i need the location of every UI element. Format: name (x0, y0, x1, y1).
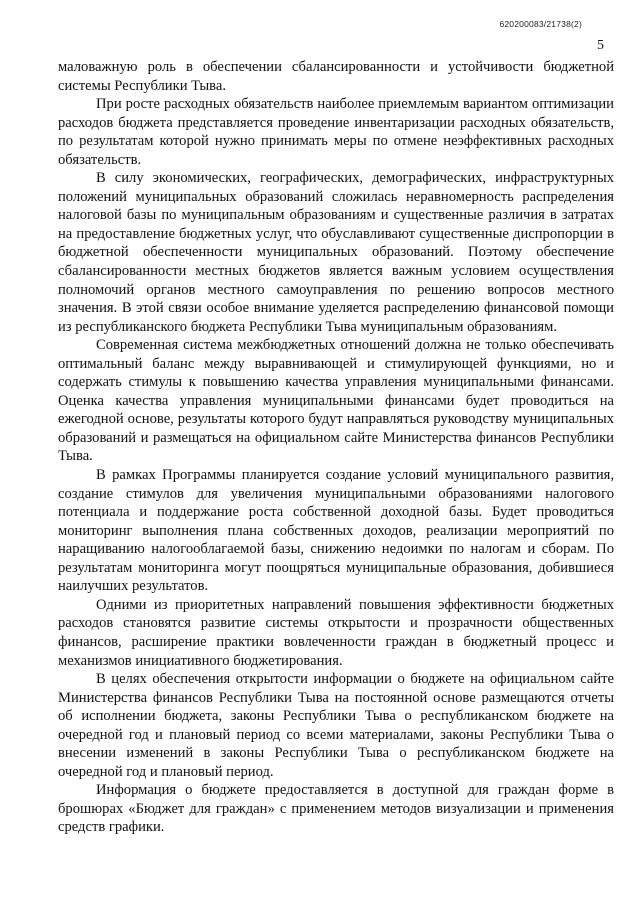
paragraph-8: Информация о бюджете предоставляется в доступной для граждан форме в брошюрах «Бюджет для граждан» с применением методов визуализации и применения средств графики. (58, 782, 614, 836)
page-number: 5 (597, 38, 604, 53)
paragraph-1-continued: маловажную роль в обеспечении сбалансированности и устойчивости бюджетной системы Республики Тыва. (58, 59, 614, 94)
paragraph-4: Современная система межбюджетных отношений должна не только обеспечивать оптимальный баланс между выравнивающей и стимулирующей функциями, но и содержать стимулы к повышению качества управления муниципальными финансами. Оценка качества управления муниципальными финансами будет проводиться на ежегодной основе, результаты которого будут направляться руководству муниципальных образований и размещаться на официальном сайте Министерства финансов Республики Тыва. (58, 337, 614, 465)
paragraph-2: При росте расходных обязательств наиболее приемлемым вариантом оптимизации расходов бюджета представляется проведение инвентаризации расходных обязательств, по результатам которой нужно принимать меры по отмене неэффективных расходных обязательств. (58, 96, 614, 168)
document-body (58, 58, 614, 837)
paragraph-5: В рамках Программы планируется создание условий муниципального развития, создание стимулов для увеличения муниципальными образованиями налогового потенциала и поддержание роста собственной доходной базы. Будет проводиться мониторинг выполнения плана собственных доходов, реализации мероприятий по наращиванию налогооблагаемой базы, снижению недоимки по налогам и сборам. По результатам мониторинга могут поощряться муниципальные образования, добившиеся наилучших результатов. (58, 467, 614, 595)
document-code: 620200083/21738(2) (499, 19, 582, 29)
paragraph-6: Одними из приоритетных направлений повышения эффективности бюджетных расходов становятся развитие системы открытости и прозрачности общественных финансов, расширение практики вовлеченности граждан в бюджетный процесс и механизмов инициативного бюджетирования. (58, 596, 614, 669)
paragraph-7: В целях обеспечения открытости информации о бюджете на официальном сайте Министерства финансов Республики Тыва на постоянной основе размещаются отчеты об исполнении бюджета, законы Республики Тыва о республиканском бюджете на очередной год и плановый период со всеми материалами, законы Республики Тыва о внесении изменений в законы Республики Тыва о республиканском бюджете на очередной год и плановый период. (58, 671, 614, 780)
paragraph-3: В силу экономических, географических, демографических, инфраструктурных положений муниципальных образований сложилась неравномерность распределения налоговой базы по муниципальным образованиям и существенные различия в затратах на предоставление бюджетных услуг, что обуславливают существенные диспропорции в бюджетной обеспеченности муниципальных образований. Поэтому обеспечение сбалансированности местных бюджетов является важным условием осуществления полномочий органов местного самоуправления по решению вопросов местного значения. В этой связи особое внимание уделяется распределению финансовой помощи из республиканского бюджета Республики Тыва муниципальным образованиям. (58, 170, 614, 335)
